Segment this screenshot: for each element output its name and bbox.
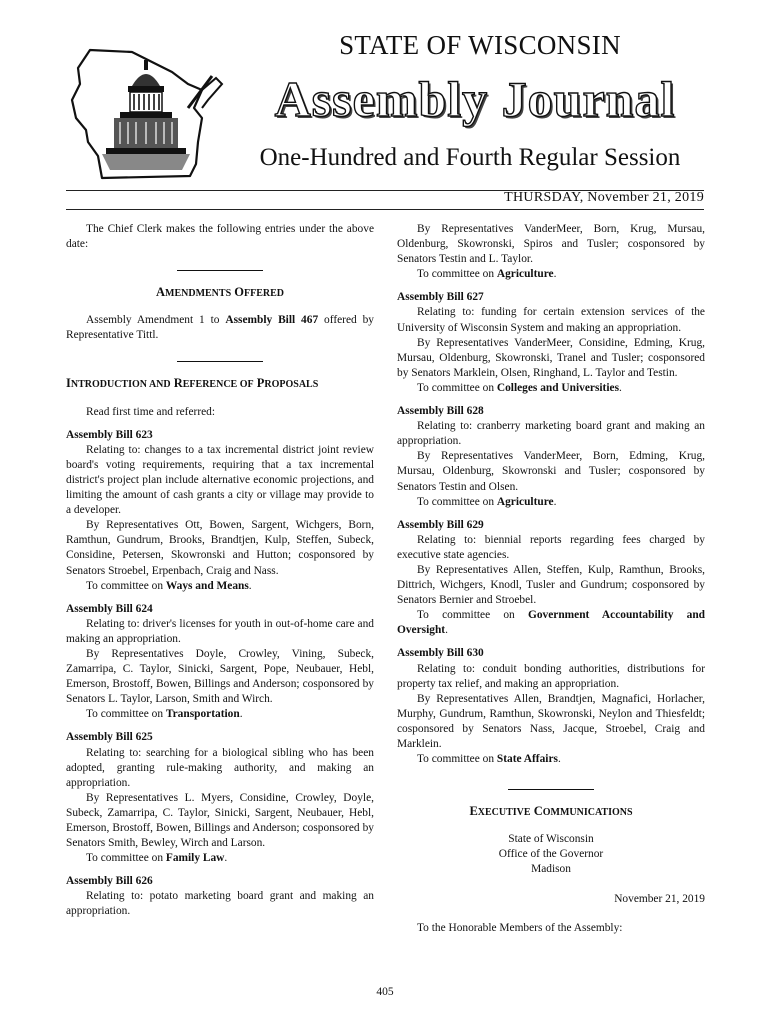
letter-date: November 21, 2019	[614, 892, 705, 905]
right-column	[397, 222, 705, 936]
journal-title: Assembly Journal	[274, 71, 676, 127]
bill-sponsors: By Representatives VanderMeer, Born, Edming, Krug, Mursau, Oldenburg, Skowronski and Tusler; cosponsored by Senators Testin and Olsen.	[397, 450, 705, 493]
letter-sender-line: Madison	[531, 863, 571, 876]
left-column	[66, 222, 374, 920]
bill-relating: Relating to: biennial reports regarding fees charged by executive state agencies.	[397, 533, 705, 561]
bill-sponsors: By Representatives Allen, Brandtjen, Magnafici, Horlacher, Murphy, Gundrum, Ramthun, Skowronski, Neylon and Thiesfeldt; cosponsored by Senators Nass, Jacque, Stroebel, Craig and Marklein.	[397, 692, 705, 750]
bill-committee: To committee on Ways and Means.	[86, 579, 252, 592]
bill-title: Assembly Bill 629	[397, 518, 484, 531]
bill-relating: Relating to: conduit bonding authorities, distributions for property tax relief, and making an appropriation.	[397, 662, 705, 690]
session-title: One-Hundred and Fourth Regular Session	[259, 144, 681, 171]
bill-committee: To committee on Government Accountability and Oversight.	[397, 609, 706, 637]
letter-salutation: To the Honorable Members of the Assembly:	[417, 921, 623, 934]
bill-sponsors: By Representatives L. Myers, Considine, Crowley, Doyle, Subeck, Zamarripa, C. Taylor, Sinicki, Sargent, Neubauer, Hebl, Emerson, Brostoff, Bowen, Billings and Anderson; cosponsored by Senators Smith, Bewley, Wirch and Larson.	[66, 791, 374, 850]
amendment-entry: Assembly Amendment 1 to Assembly Bill 467 offered by Representative Tittl.	[66, 314, 374, 342]
bill-committee: To committee on Agriculture.	[417, 495, 557, 508]
bill-committee: To committee on Family Law.	[86, 852, 228, 865]
bill-relating: Relating to: cranberry marketing board grant and making an appropriation.	[397, 420, 705, 448]
introduction-heading: INTRODUCTION AND REFERENCE OF PROPOSALS	[66, 376, 319, 391]
bill-committee: To committee on Agriculture.	[417, 268, 557, 281]
bill-relating: Relating to: potato marketing board grant and making an appropriation.	[66, 890, 374, 918]
section-divider	[177, 361, 263, 362]
bill-title: Assembly Bill 623	[66, 428, 153, 441]
bill-relating: Relating to: changes to a tax incremental district joint review board's voting requirements, requiring that a tax incremental district's project plan include alternative economic projections, and limiting the amount of cash grants a city or village may provide to a developer.	[66, 443, 374, 517]
bill-committee: To committee on Colleges and Universities.	[417, 381, 622, 394]
executive-communications-heading: EXECUTIVE COMMUNICATIONS	[469, 804, 633, 819]
bill-sponsors: By Representatives Doyle, Crowley, Vining, Subeck, Zamarripa, C. Taylor, Sinicki, Sargent, Pope, Neubauer, Hebl, Emerson, Brostoff, Bowen, Billings and Anderson; cosponsored by Senators L. Taylor, Larson, Smith and Wirch.	[66, 647, 374, 706]
section-divider	[508, 789, 594, 790]
bill-relating: Relating to: searching for a biological sibling who has been adopted, granting rule-making authority, and making an appropriation.	[66, 746, 374, 789]
intro-paragraph: The Chief Clerk makes the following entries under the above date:	[66, 223, 374, 251]
wisconsin-capitol-emblem-icon	[62, 38, 232, 188]
bill-title: Assembly Bill 627	[397, 291, 484, 304]
date-line: THURSDAY, November 21, 2019	[504, 190, 704, 205]
amendments-offered-heading: AMENDMENTS OFFERED	[155, 285, 284, 300]
bill-committee: To committee on State Affairs.	[417, 753, 561, 766]
bill-sponsors: By Representatives VanderMeer, Born, Krug, Mursau, Oldenburg, Skowronski, Spiros and Tusler; cosponsored by Senators Testin and L. Taylor.	[397, 223, 705, 266]
bill-title: Assembly Bill 624	[66, 602, 153, 615]
bill-title: Assembly Bill 628	[397, 405, 484, 418]
read-first-line: Read first time and referred:	[86, 405, 216, 418]
page-number: 405	[376, 986, 394, 998]
letter-sender-line: Office of the Governor	[498, 848, 604, 861]
bill-relating: Relating to: funding for certain extension services of the University of Wisconsin System and making an appropriation.	[397, 306, 705, 334]
bill-committee: To committee on Transportation.	[86, 708, 243, 721]
letter-sender-line: State of Wisconsin	[508, 833, 594, 846]
bill-title: Assembly Bill 630	[397, 647, 484, 660]
state-heading: STATE OF WISCONSIN	[339, 30, 621, 60]
bill-relating: Relating to: driver's licenses for youth in out-of-home care and making an appropriation.	[66, 617, 374, 645]
date-rule	[66, 209, 704, 210]
bill-title: Assembly Bill 625	[66, 731, 153, 744]
bill-title: Assembly Bill 626	[66, 875, 153, 888]
bill-sponsors: By Representatives Allen, Steffen, Kulp, Ramthun, Brooks, Dittrich, Wichgers, Knodl, Tusler and Gundrum; cosponsored by Senators Bernier and Stroebel.	[397, 563, 705, 607]
bill-sponsors: By Representatives Ott, Bowen, Sargent, Wichgers, Born, Ramthun, Gundrum, Brooks, Brandtjen, Kulp, Steffen, Subeck, Considine, Petersen, Skowronski and Hutton; cosponsored by Senators Stroebel, Erpenbach, Craig and Nass.	[66, 519, 374, 577]
bill-sponsors: By Representatives VanderMeer, Considine, Edming, Krug, Mursau, Oldenburg, Skowronski, Tranel and Tusler; cosponsored by Senators Marklein, Olsen, Ringhand, L. Taylor and Testin.	[397, 336, 705, 379]
section-divider	[177, 270, 263, 271]
